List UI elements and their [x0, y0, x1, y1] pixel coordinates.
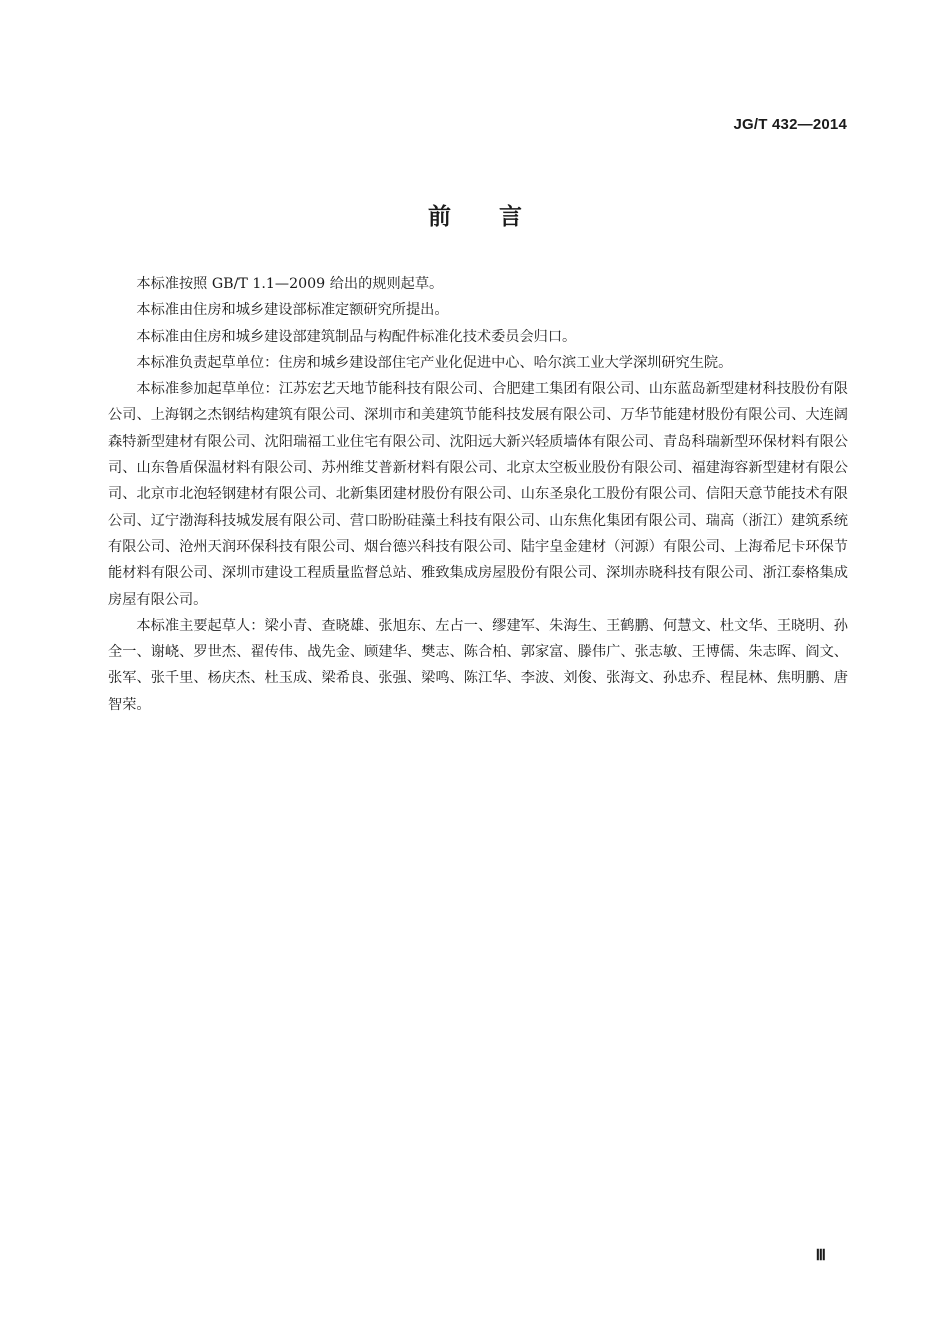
paragraph-responsible-units: 本标准负责起草单位：住房和城乡建设部住宅产业化促进中心、哈尔滨工业大学深圳研究生院。	[136, 354, 733, 371]
paragraph-main-drafters: 本标准主要起草人：梁小青、查晓雄、张旭东、左占一、缪建军、朱海生、王鹤鹏、何慧文、杜文华、王晓明、孙全一、谢峣、罗世杰、翟传伟、战先金、顾建华、樊志、陈合柏、郭家富、滕伟广、张志敏、王博儒、朱志晖、阎文、张军、张千里、杨庆杰、杜玉成、梁希良、张强、梁鸣、陈江华、李波、刘俊、张海文、孙忠乔、程昆林、焦明鹏、唐智荣。	[108, 617, 848, 713]
paragraph-under-jurisdiction: 本标准由住房和城乡建设部建筑制品与构配件标准化技术委员会归口。	[136, 328, 577, 345]
page-title: 前言	[428, 204, 570, 230]
foreword-body	[108, 271, 848, 718]
standard-code: JG/T 432—2014	[733, 116, 847, 133]
paragraph-proposed-by: 本标准由住房和城乡建设部标准定额研究所提出。	[136, 302, 449, 319]
page-number: Ⅲ	[815, 1248, 826, 1264]
paragraph-drafting-rules: 本标准按照 GB/T 1.1—2009 给出的规则起草。	[136, 276, 444, 292]
paragraph-participating-units: 本标准参加起草单位：江苏宏艺天地节能科技有限公司、合肥建工集团有限公司、山东蓝岛新型建材科技股份有限公司、上海钢之杰钢结构建筑有限公司、深圳市和美建筑节能科技发展有限公司、万华节能建材股份有限公司、大连阔森特新型建材有限公司、沈阳瑞福工业住宅有限公司、沈阳远大新兴轻质墙体有限公司、青岛科瑞新型环保材料有限公司、山东鲁盾保温材料有限公司、苏州维艾普新材料有限公司、北京太空板业股份有限公司、福建海容新型建材有限公司、北京市北泡轻钢建材有限公司、北新集团建材股份有限公司、山东圣泉化工股份有限公司、信阳天意节能技术有限公司、辽宁渤海科技城发展有限公司、营口盼盼硅藻土科技有限公司、山东焦化集团有限公司、瑞高（浙江）建筑系统有限公司、沧州天润环保科技有限公司、烟台德兴科技有限公司、陆宇皇金建材（河源）有限公司、上海希尼卡环保节能材料有限公司、深圳市建设工程质量监督总站、雅致集成房屋股份有限公司、深圳赤晓科技有限公司、浙江泰格集成房屋有限公司。	[108, 381, 848, 608]
